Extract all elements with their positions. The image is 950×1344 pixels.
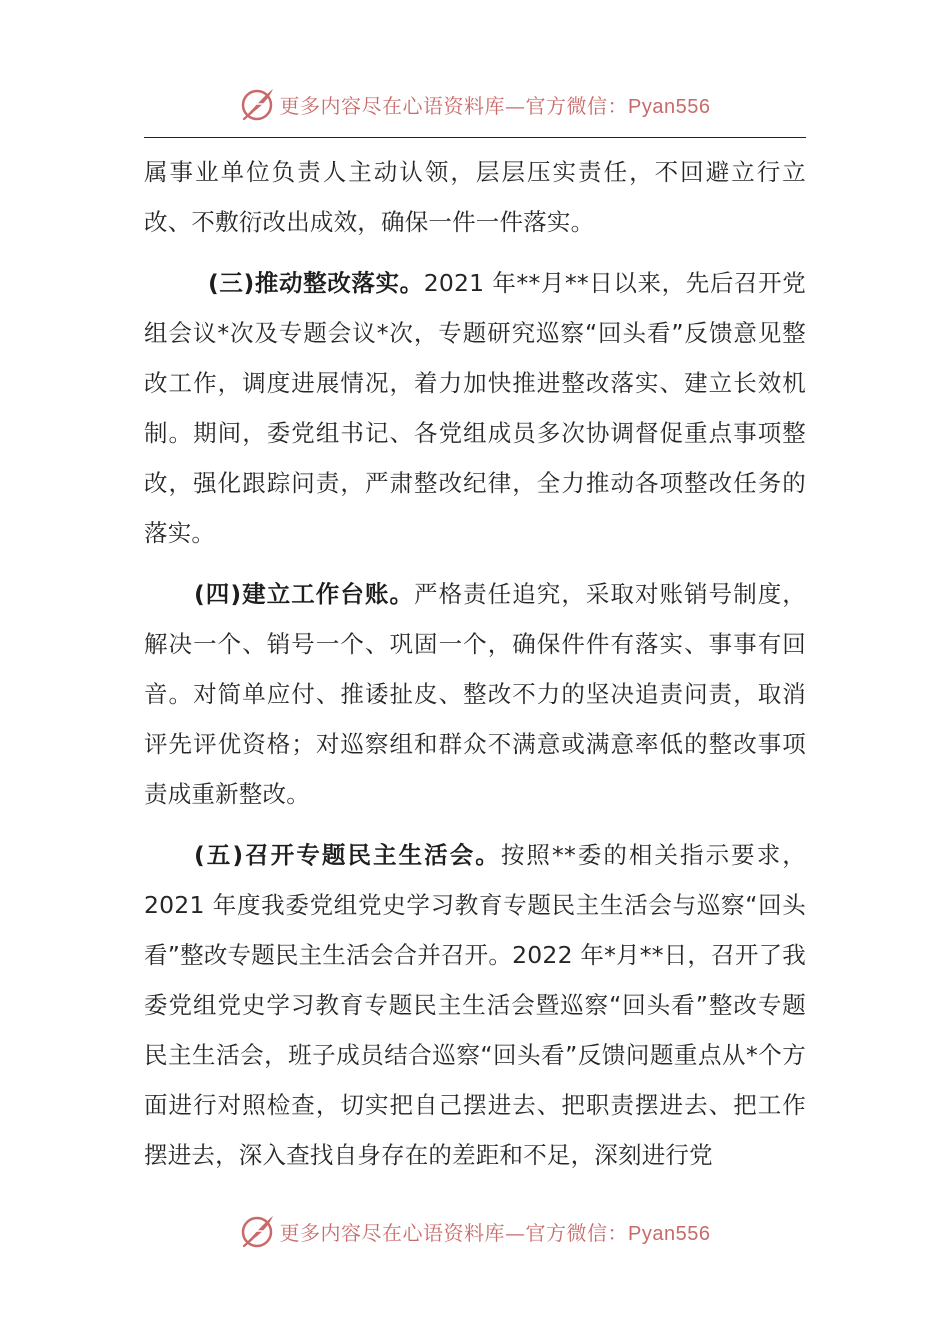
paragraph-4 <box>144 569 806 819</box>
paragraph-text: 属事业单位负责人主动认领，层层压实责任，不回避立行立改、不敷衍改出成效，确保一件一件落实。 <box>144 158 806 236</box>
section-heading-5: (五)召开专题民主生活会。 <box>194 841 501 869</box>
paragraph-text: 按照**委的相关指示要求，2021 年度我委党组党史学习教育专题民主生活会与巡察“回头看”整改专题民主生活会合并召开。2022 年*月**日，召开了我委党组党史学习教育专题民主生活会暨巡察“回头看”整改专题民主生活会，班子成员结合巡察“回头看”反馈问题重点从*个方面进行对照检查，切实把自己摆进去、把职责摆进去、把工作摆进去，深入查找自身存在的差距和不足，深刻进行党 <box>144 841 806 1169</box>
header-watermark <box>0 84 950 124</box>
footer-watermark <box>0 1211 950 1251</box>
section-heading-4: (四)建立工作台账。 <box>194 580 415 608</box>
document-body <box>144 147 806 1180</box>
paragraph-5 <box>144 830 806 1180</box>
watermark-text: 更多内容尽在心语资料库—官方微信：Pyan556 <box>279 1220 711 1245</box>
paragraph-text: 严格责任追究，采取对账销号制度，解决一个、销号一个、巩固一个，确保件件有落实、事事有回音。对简单应付、推诿扯皮、整改不力的坚决追责问责，取消评先评优资格；对巡察组和群众不满意或满意率低的整改事项责成重新整改。 <box>144 580 807 808</box>
wechat-id: Pyan556 <box>628 1222 711 1245</box>
header-divider <box>144 137 806 138</box>
paragraph-text: 2021 年**月**日以来，先后召开党组会议*次及专题会议*次，专题研究巡察“回头看”反馈意见整改工作，调度进展情况，着力加快推进整改落实、建立长效机制。期间，委党组书记、各党组成员多次协调督促重点事项整改，强化跟踪问责，严肃整改纪律，全力推动各项整改任务的落实。 <box>144 269 806 547</box>
paragraph-continuation <box>144 147 806 247</box>
quill-logo-icon <box>240 1213 276 1249</box>
section-heading-3: (三)推动整改落实。 <box>208 269 424 297</box>
watermark-text: 更多内容尽在心语资料库—官方微信：Pyan556 <box>279 93 711 118</box>
quill-logo-icon <box>240 86 276 122</box>
wechat-id: Pyan556 <box>628 95 711 118</box>
paragraph-3 <box>144 258 806 558</box>
